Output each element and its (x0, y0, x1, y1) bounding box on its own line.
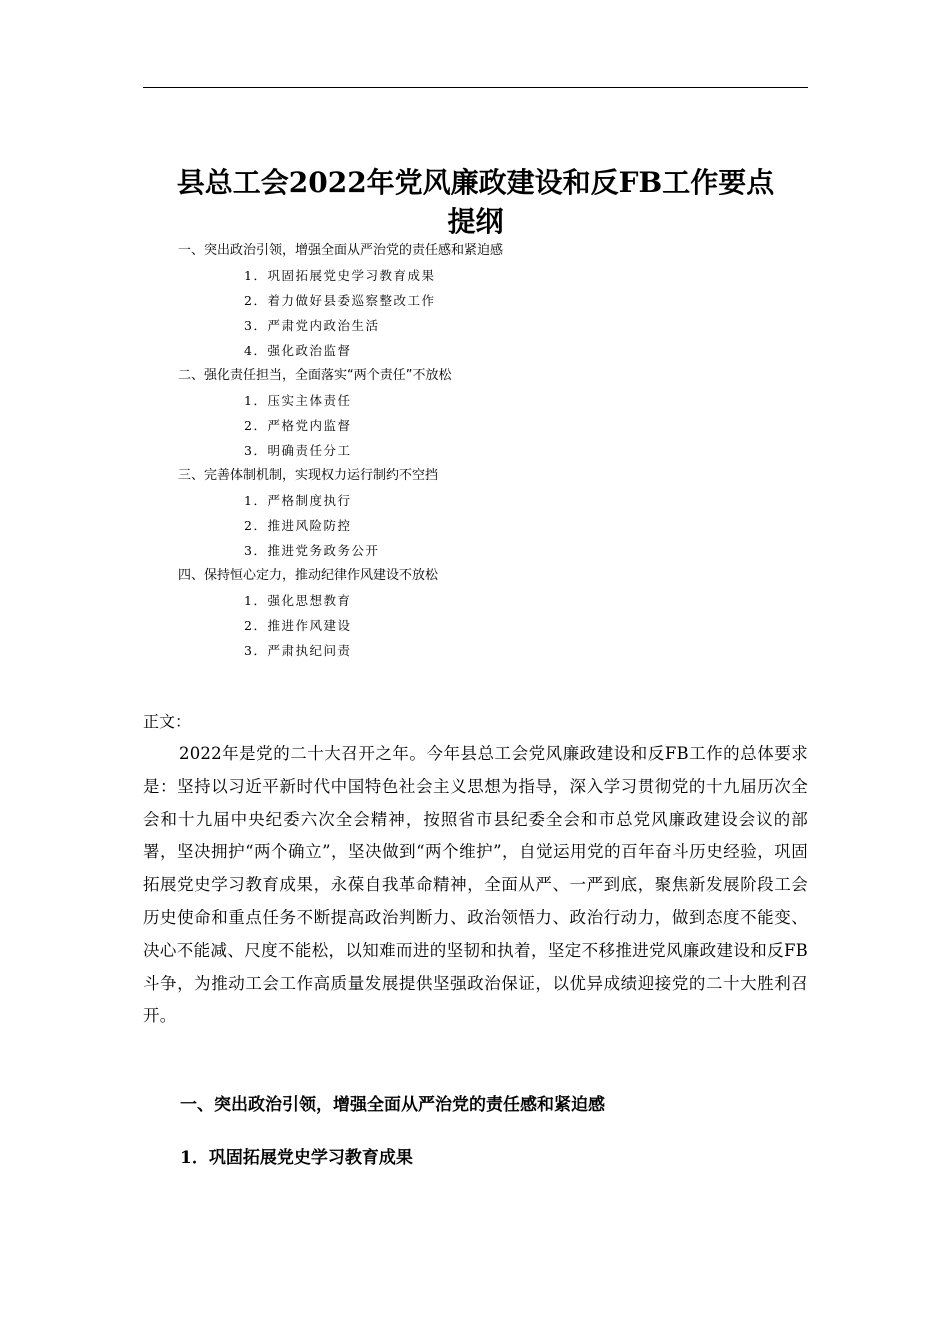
document-title-continuation: 提纲 (447, 205, 504, 238)
outline-item: 1．强化思想教育 (244, 593, 352, 608)
outline-section-heading: 四、保持恒心定力，推动纪律作风建设不放松 (178, 568, 439, 583)
document-title: 县总工会2022年党风廉政建设和反FB工作要点 (176, 166, 775, 199)
outline-item: 1．巩固拓展党史学习教育成果 (244, 268, 436, 283)
outline-item: 2．推进风险防控 (244, 518, 352, 533)
body-paragraph: 2022年是党的二十大召开之年。今年县总工会党风廉政建设和反FB工作的总体要求是：坚持以习近平新时代中国特色社会主义思想为指导，深入学习贯彻党的十九届历次全会和十九届中央纪委六次全会精神，按照省市县纪委全会和市总党风廉政建设会议的部署，坚决拥护“两个确立”，坚决做到“两个维护”，自觉运用党的百年奋斗历史经验，巩固拓展党史学习教育成果，永葆自我革命精神，全面从严、一严到底，聚焦新发展阶段工会历史使命和重点任务不断提高政治判断力、政治领悟力、政治行动力，做到态度不能变、决心不能减、尺度不能松，以知难而进的坚韧和执着，坚定不移推进党风廉政建设和反FB斗争，为推动工会工作高质量发展提供坚强政治保证，以优异成绩迎接党的二十大胜利召开。 (143, 744, 808, 1026)
outline-item: 3．明确责任分工 (244, 443, 352, 458)
subsection-heading: 1．巩固拓展党史学习教育成果 (180, 1148, 413, 1168)
outline-item: 1．压实主体责任 (244, 393, 352, 408)
outline-item: 3．严肃执纪问责 (244, 643, 352, 658)
outline-item: 4．强化政治监督 (244, 343, 352, 358)
outline-section-heading: 三、完善体制机制，实现权力运行制约不空挡 (178, 468, 439, 483)
outline-item: 2．推进作风建设 (244, 618, 352, 633)
outline-item: 1．严格制度执行 (244, 493, 352, 508)
header-rule (143, 87, 808, 88)
section-heading: 一、突出政治引领，增强全面从严治党的责任感和紧迫感 (180, 1095, 605, 1115)
outline-item: 3．推进党务政务公开 (244, 543, 380, 558)
outline-section-heading: 二、强化责任担当，全面落实“两个责任”不放松 (178, 368, 452, 383)
body-label: 正文： (143, 712, 192, 731)
outline-item: 2．严格党内监督 (244, 418, 352, 433)
outline-item: 3．严肃党内政治生活 (244, 318, 380, 333)
outline-item: 2．着力做好县委巡察整改工作 (244, 293, 436, 308)
outline-section-heading: 一、突出政治引领，增强全面从严治党的责任感和紧迫感 (178, 243, 504, 258)
